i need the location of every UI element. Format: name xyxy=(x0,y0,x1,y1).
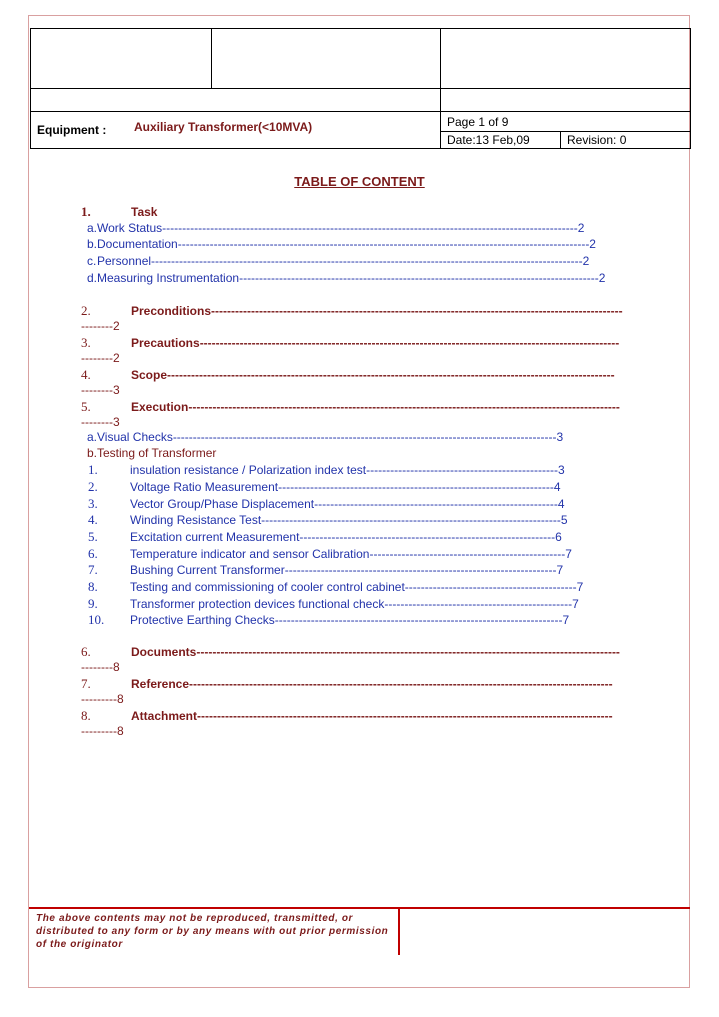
toc-entry[interactable] xyxy=(81,303,623,319)
toc-entry-number: 3. xyxy=(81,335,91,350)
toc-entry-number: 8. xyxy=(81,708,91,723)
toc-entry[interactable] xyxy=(87,221,584,235)
toc-entry-text: Testing of Transformer xyxy=(97,446,217,460)
toc-entry[interactable] xyxy=(88,462,565,478)
revision-number: Revision: 0 xyxy=(567,133,627,147)
toc-entry[interactable] xyxy=(87,271,605,285)
page-number: Page 1 of 9 xyxy=(447,115,509,129)
toc-entry-text: Documentation-------------------------------------------------------------------------------------------------------2 xyxy=(97,237,596,251)
toc-entry-text: Winding Resistance Test---------------------------------------------------------------------------5 xyxy=(130,513,568,527)
toc-entry-text: Preconditions------------------------------------------------------------------------------------------------------- xyxy=(131,304,623,318)
toc-entry[interactable] xyxy=(81,676,613,692)
header-divider xyxy=(30,88,691,89)
toc-entry-number: 5. xyxy=(88,529,98,544)
toc-entry-text: --------3 xyxy=(81,415,120,429)
toc-entry-number: d. xyxy=(87,271,98,285)
toc-entry-text: --------2 xyxy=(81,319,120,333)
toc-entry-text: --------2 xyxy=(81,351,120,365)
toc-entry-text: Execution------------------------------------------------------------------------------------------------------------ xyxy=(131,400,620,414)
toc-entry-number: b. xyxy=(87,237,98,251)
toc-entry-text: Measuring Instrumentation------------------------------------------------------------------------------------------2 xyxy=(97,271,606,285)
toc-entry-number: 1. xyxy=(88,462,98,477)
toc-entry-number: 4. xyxy=(81,367,91,382)
toc-entry-number: 8. xyxy=(88,579,98,594)
toc-entry[interactable] xyxy=(88,479,561,495)
toc-entry-text: Scope---------------------------------------------------------------------------------------------------------------- xyxy=(131,368,615,382)
toc-title xyxy=(0,174,719,189)
toc-entry[interactable] xyxy=(81,708,613,724)
toc-entry-number: b. xyxy=(87,446,98,460)
header-divider xyxy=(211,28,212,89)
toc-entry[interactable] xyxy=(81,399,620,415)
toc-entry-number: 6. xyxy=(88,546,98,561)
toc-entry[interactable] xyxy=(87,446,216,460)
toc-entry[interactable] xyxy=(81,351,120,365)
toc-entry[interactable] xyxy=(81,383,120,397)
toc-entry[interactable] xyxy=(81,204,157,220)
toc-entry-text: --------8 xyxy=(81,660,120,674)
toc-entry-text: Task xyxy=(131,205,158,219)
toc-entry[interactable] xyxy=(87,237,596,251)
toc-entry[interactable] xyxy=(81,319,120,333)
header-divider xyxy=(560,131,561,149)
header-divider xyxy=(30,111,691,112)
toc-entry-number: 4. xyxy=(88,512,98,527)
toc-entry-number: a. xyxy=(87,430,98,444)
toc-entry[interactable] xyxy=(87,430,563,444)
toc-entry-number: 5. xyxy=(81,399,91,414)
toc-entry-text: Reference---------------------------------------------------------------------------------------------------------- xyxy=(131,677,613,691)
toc-entry[interactable] xyxy=(88,596,579,612)
toc-entry-text: Attachment-------------------------------------------------------------------------------------------------------- xyxy=(131,709,613,723)
toc-entry[interactable] xyxy=(88,496,565,512)
toc-entry-text: Transformer protection devices functional check-----------------------------------------------7 xyxy=(130,597,579,611)
toc-entry[interactable] xyxy=(81,367,615,383)
toc-entry-number: 7. xyxy=(81,676,91,691)
document-date: Date:13 Feb,09 xyxy=(447,133,530,147)
toc-entry-text: Work Status--------------------------------------------------------------------------------------------------------2 xyxy=(97,221,585,235)
toc-entry[interactable] xyxy=(88,562,563,578)
equipment-label: Equipment : xyxy=(37,123,107,137)
toc-entry-number: 9. xyxy=(88,596,98,611)
toc-entry[interactable] xyxy=(81,335,619,351)
toc-entry-number: 2. xyxy=(81,303,91,318)
toc-entry-number: 3. xyxy=(88,496,98,511)
toc-entry-text: Documents---------------------------------------------------------------------------------------------------------- xyxy=(131,645,620,659)
toc-entry-text: Visual Checks------------------------------------------------------------------------------------------------3 xyxy=(97,430,564,444)
toc-entry[interactable] xyxy=(88,529,562,545)
toc-entry-text: insulation resistance / Polarization index test------------------------------------------------3 xyxy=(130,463,565,477)
toc-entry[interactable] xyxy=(81,692,124,706)
toc-entry[interactable] xyxy=(88,512,568,528)
toc-entry-number: 7. xyxy=(88,562,98,577)
toc-entry-text: Protective Earthing Checks------------------------------------------------------------------------7 xyxy=(130,613,570,627)
toc-entry-text: Precautions--------------------------------------------------------------------------------------------------------- xyxy=(131,336,620,350)
toc-entry[interactable] xyxy=(81,644,620,660)
header-divider xyxy=(440,131,691,132)
toc-entry-number: a. xyxy=(87,221,98,235)
toc-entry-number: 10. xyxy=(88,612,105,627)
toc-entry[interactable] xyxy=(81,724,124,738)
toc-entry[interactable] xyxy=(88,612,569,628)
toc-entry[interactable] xyxy=(81,660,120,674)
toc-entry[interactable] xyxy=(87,254,589,268)
toc-entry[interactable] xyxy=(81,415,120,429)
toc-entry-text: ---------8 xyxy=(81,692,124,706)
toc-entry-number: 1. xyxy=(81,204,91,219)
toc-entry-text: Testing and commissioning of cooler control cabinet-------------------------------------------7 xyxy=(130,580,584,594)
toc-entry-text: Bushing Current Transformer--------------------------------------------------------------------7 xyxy=(130,563,564,577)
toc-entry-text: Voltage Ratio Measurement---------------------------------------------------------------------4 xyxy=(130,480,561,494)
toc-entry-text: Personnel------------------------------------------------------------------------------------------------------------2 xyxy=(97,254,590,268)
toc-entry-number: c. xyxy=(87,254,97,268)
toc-entry[interactable] xyxy=(88,546,572,562)
toc-entry-text: --------3 xyxy=(81,383,120,397)
toc-entry-text: ---------8 xyxy=(81,724,124,738)
equipment-value: Auxiliary Transformer(<10MVA) xyxy=(134,120,313,134)
footer-divider xyxy=(29,907,690,909)
toc-title-text: TABLE OF CONTENT xyxy=(294,174,425,189)
copyright-notice: The above contents may not be reproduced, transmitted, or distributed to any form or by any means with out prior permission of the originator xyxy=(36,913,389,950)
toc-entry-text: Temperature indicator and sensor Calibration-------------------------------------------------7 xyxy=(130,547,572,561)
toc-entry[interactable] xyxy=(88,579,583,595)
toc-entry-number: 2. xyxy=(88,479,98,494)
toc-entry-number: 6. xyxy=(81,644,91,659)
footer-divider xyxy=(398,909,400,955)
toc-entry-text: Vector Group/Phase Displacement-------------------------------------------------------------4 xyxy=(130,497,565,511)
toc-entry-text: Excitation current Measurement----------------------------------------------------------------6 xyxy=(130,530,562,544)
